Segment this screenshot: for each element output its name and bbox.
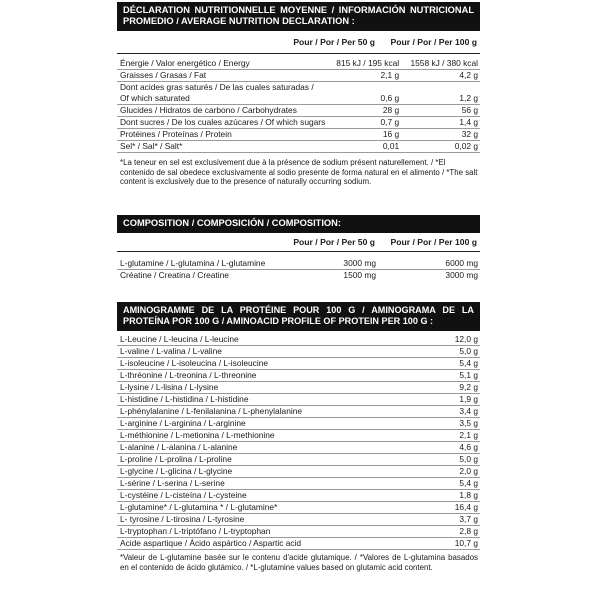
row-value: 5,4 g xyxy=(407,478,480,490)
row-value: 10,7 g xyxy=(407,538,480,550)
row-value: 1,8 g xyxy=(407,490,480,502)
composition-row xyxy=(117,258,480,270)
row-value xyxy=(401,82,480,94)
row-label: L-cystéine / L-cisteína / L-cysteine xyxy=(117,490,407,502)
row-value: 32 g xyxy=(401,129,480,141)
nutrition-table xyxy=(117,58,480,153)
nutrition-row xyxy=(117,141,480,153)
row-value: 2,8 g xyxy=(407,526,480,538)
row-label: L-isoleucine / L-isoleucina / L-isoleucine xyxy=(117,358,407,370)
nutrition-row xyxy=(117,82,480,94)
row-value: 5,1 g xyxy=(407,370,480,382)
row-label: L- tyrosine / L-tirosina / L-tyrosine xyxy=(117,514,407,526)
row-label: Protéines / Proteínas / Protein xyxy=(117,129,327,141)
row-label: L-sérine / L-serina / L-serine xyxy=(117,478,407,490)
composition-panel xyxy=(117,215,480,281)
row-label: Graisses / Grasas / Fat xyxy=(117,70,327,82)
row-value: 56 g xyxy=(401,105,480,117)
row-label: Acide aspartique / Ácido aspártico / Aspartic acid xyxy=(117,538,407,550)
amino-row xyxy=(117,418,480,430)
row-label: L-phénylalanine / L-fenilalanina / L-phenylalanine xyxy=(117,406,407,418)
amino-row xyxy=(117,382,480,394)
row-label: L-histidine / L-histidina / L-histidine xyxy=(117,394,407,406)
salt-note: *La teneur en sel est exclusivement due à la présence de sodium présent naturellement. / *El contenido de sal obedece exclusivamente al sodio presente de forma natural en el alimento / *The salt content is exclusively due to the presence of naturally occurring sodium. xyxy=(120,158,478,187)
row-value: 16,4 g xyxy=(407,502,480,514)
row-value: 12,0 g xyxy=(407,334,480,346)
amino-row xyxy=(117,538,480,550)
row-value: 9,2 g xyxy=(407,382,480,394)
row-value: 1,9 g xyxy=(407,394,480,406)
row-label: Créatine / Creatina / Creatine xyxy=(120,270,229,280)
row-label: L-valine / L-valina / L-valine xyxy=(117,346,407,358)
row-label: L-glutamine / L-glutamina / L-glutamine xyxy=(117,258,282,270)
nutrition-row xyxy=(117,70,480,82)
aminogram-panel xyxy=(117,302,480,572)
row-value: 4,2 g xyxy=(401,70,480,82)
row-value: 4,6 g xyxy=(407,442,480,454)
amino-row xyxy=(117,490,480,502)
amino-row xyxy=(117,478,480,490)
amino-row xyxy=(117,346,480,358)
row-label: L-glutamine* / L-glutamina * / L-glutamine* xyxy=(117,502,407,514)
amino-row xyxy=(117,526,480,538)
row-value: 0,02 g xyxy=(401,141,480,153)
amino-row xyxy=(117,442,480,454)
row-label: L-lysine / L-lisina / L-lysine xyxy=(117,382,407,394)
glutamine-note: *Valeur de L-glutamine basée sur le contenu d'acide glutamique. / *Valores de L-glutamina basados en el contenido de ácido glutámico. / *L-glutamine values based on glutamic acid content. xyxy=(120,553,478,572)
composition-table xyxy=(117,258,480,281)
composition-col-50g: Pour / Por / Per 50 g xyxy=(293,237,375,247)
row-value: 3,5 g xyxy=(407,418,480,430)
composition-column-headers xyxy=(117,233,480,251)
row-value xyxy=(327,82,401,94)
aminogram-header: AMINOGRAMME DE LA PROTÉINE POUR 100 G / AMINOGRAMA DE LA PROTEÍNA POR 100 G / AMINOACID PROFILE OF PROTEIN PER 100 G : xyxy=(117,302,480,331)
row-value: 6000 mg xyxy=(378,258,480,270)
row-value: 1,2 g xyxy=(401,93,480,105)
row-label: L-arginine / L-arginina / L-arginine xyxy=(117,418,407,430)
row-label: Énergie / Valor energético / Energy xyxy=(117,58,327,70)
row-value: 16 g xyxy=(327,129,401,141)
nutrition-row xyxy=(117,105,480,117)
row-value: 1500 mg xyxy=(343,270,376,280)
nutrition-header: DÉCLARATION NUTRITIONNELLE MOYENNE / INFORMACIÓN NUTRICIONAL PROMEDIO / AVERAGE NUTRITION DECLARATION : xyxy=(117,2,480,31)
row-label: L-alanine / L-alanina / L-alanine xyxy=(117,442,407,454)
row-label: L-tryptophan / L-triptófano / L-tryptophan xyxy=(117,526,407,538)
row-value: 2,0 g xyxy=(407,466,480,478)
row-label: L-proline / L-prolina / L-proline xyxy=(117,454,407,466)
row-value: 5,0 g xyxy=(407,454,480,466)
composition-header: COMPOSITION / COMPOSICIÓN / COMPOSITION: xyxy=(117,215,480,233)
amino-row xyxy=(117,514,480,526)
nutrition-col-100g: Pour / Por / Per 100 g xyxy=(390,37,477,47)
nutrition-row xyxy=(117,93,480,105)
row-value: 2,1 g xyxy=(407,430,480,442)
amino-row xyxy=(117,406,480,418)
row-label: L-méthionine / L-metionina / L-methionine xyxy=(117,430,407,442)
row-value: 0,7 g xyxy=(327,117,401,129)
row-label: Dont acides gras saturés / De las cuales saturadas / xyxy=(120,82,314,92)
composition-col-100g: Pour / Por / Per 100 g xyxy=(390,237,477,247)
row-label: Of which saturated xyxy=(117,93,327,105)
amino-row xyxy=(117,430,480,442)
row-value: 815 kJ / 195 kcal xyxy=(327,58,401,70)
row-label: Dont sucres / De los cuales azúcares / Of which sugars xyxy=(117,117,327,129)
row-value: 0,6 g xyxy=(327,93,401,105)
nutrition-panel xyxy=(117,2,480,187)
row-value: 3000 mg xyxy=(445,270,478,280)
row-value: 1,4 g xyxy=(401,117,480,129)
row-label: Sel* / Sal* / Salt* xyxy=(117,141,327,153)
row-label: Glucides / Hidratos de carbono / Carbohydrates xyxy=(117,105,327,117)
nutrition-row xyxy=(117,117,480,129)
row-value: 2,1 g xyxy=(327,70,401,82)
row-value: 3000 mg xyxy=(282,258,378,270)
nutrition-col-50g: Pour / Por / Per 50 g xyxy=(293,37,375,47)
composition-row xyxy=(117,270,480,282)
amino-row xyxy=(117,370,480,382)
nutrition-row xyxy=(117,129,480,141)
amino-row xyxy=(117,394,480,406)
amino-row xyxy=(117,502,480,514)
row-label: L-thréonine / L-treonina / L-threonine xyxy=(117,370,407,382)
aminogram-table xyxy=(117,334,480,550)
nutrition-row xyxy=(117,58,480,70)
row-value: 3,7 g xyxy=(407,514,480,526)
row-label: L-Leucine / L-leucina / L-leucine xyxy=(117,334,407,346)
row-value: 0,01 xyxy=(327,141,401,153)
row-value: 1558 kJ / 380 kcal xyxy=(401,58,480,70)
row-value: 28 g xyxy=(327,105,401,117)
amino-row xyxy=(117,454,480,466)
amino-row xyxy=(117,466,480,478)
amino-row xyxy=(117,334,480,346)
amino-row xyxy=(117,358,480,370)
row-label: L-glycine / L-glicina / L-glycine xyxy=(117,466,407,478)
row-value: 5,0 g xyxy=(407,346,480,358)
nutrition-column-headers xyxy=(117,31,480,53)
row-value: 3,4 g xyxy=(407,406,480,418)
row-value: 5,4 g xyxy=(407,358,480,370)
